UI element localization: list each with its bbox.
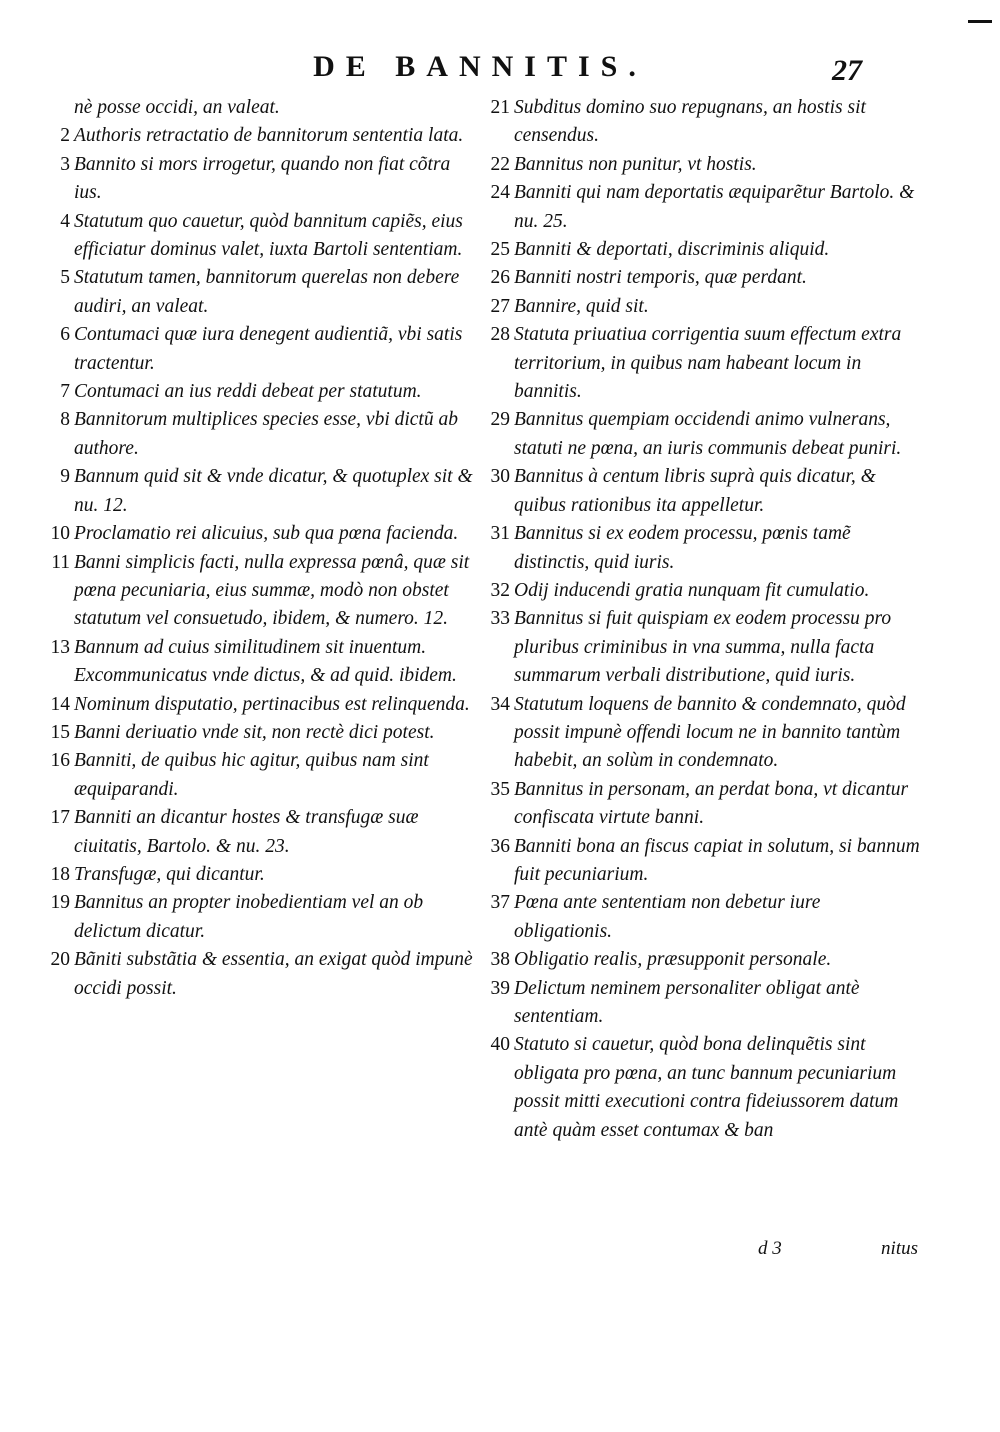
index-entry [40, 151, 480, 208]
entry-number: 33 [490, 608, 510, 630]
entry-text: Bannitorum multiplices species esse, vbi dictũ ab authore. [74, 409, 458, 459]
entry-text: Statuto si cauetur, quòd bona delinquẽtis sint obligata pro pœna, an tunc bannum pecuniarium possit mitti executioni contra fideiussorem datum antè quàm esset contumax & ban [514, 1034, 899, 1141]
entry-text: Statuta priuatiua corrigentia suum effectum extra territorium, in quibus nam habeant locum in bannitis. [514, 324, 902, 403]
entry-text: Statutum tamen, bannitorum querelas non debere audiri, an valeat. [74, 267, 460, 317]
entry-text: Statutum quo cauetur, quòd bannitum capiẽs, eius efficiatur dominus valet, iuxta Bartoli sententiam. [74, 210, 463, 261]
index-entry [40, 406, 480, 463]
index-entry [480, 605, 920, 690]
entry-number: 36 [490, 835, 510, 857]
index-entry [480, 889, 920, 946]
entry-text: Bannitus à centum libris suprà quis dicatur, & quibus rationibus ita appelletur. [514, 466, 876, 516]
index-entry [480, 151, 920, 179]
entry-text: Subditus domino suo repugnans, an hostis sit censendus. [514, 97, 866, 147]
catchword: nitus [881, 1238, 918, 1259]
entry-text: Transfugæ, qui dicantur. [74, 863, 265, 885]
entry-number: 16 [50, 750, 70, 772]
entry-text: Bannitus si fuit quispiam ex eodem processu pro pluribus criminibus in vna summa, nulla facta summarum verbali distributione, quid iuris. [514, 608, 892, 687]
entry-number: 31 [490, 523, 510, 545]
entry-text: Odij inducendi gratia nunquam fit cumulatio. [514, 579, 870, 601]
index-entry [480, 691, 920, 776]
index-entry [480, 833, 920, 890]
index-entry [480, 1031, 920, 1145]
index-entry [480, 179, 920, 236]
entry-text: Contumaci quæ iura denegent audientiã, vbi satis tractentur. [74, 324, 463, 374]
entry-text: Authoris retractatio de bannitorum sententia lata. [74, 125, 464, 147]
index-entry [480, 264, 920, 292]
entry-text: Bannitus non punitur, vt hostis. [514, 153, 757, 175]
entry-number: 35 [490, 778, 510, 800]
index-entry [40, 463, 480, 520]
entry-text: Statutum loquens de bannito & condemnato, quòd possit impunè offendi locum ne in bannito tantùm habebit, an solùm in condemnato. [514, 693, 906, 772]
entry-number: 3 [60, 153, 70, 175]
entry-number: 38 [490, 949, 510, 971]
entry-text: Proclamatio rei alicuius, sub qua pœna facienda. [74, 523, 459, 545]
entry-number: 20 [50, 949, 70, 971]
right-column [480, 94, 920, 1145]
entry-text: Bãniti substãtia & essentia, an exigat quòd impunè occidi possit. [74, 949, 473, 999]
index-entry [480, 577, 920, 605]
left-column [40, 94, 480, 1003]
entry-number: 18 [50, 863, 70, 885]
entry-number: 29 [490, 409, 510, 431]
index-entry [480, 406, 920, 463]
page-number: 27 [832, 54, 862, 87]
index-entry [480, 321, 920, 406]
entry-text: Banni deriuatio vnde sit, non rectè dici potest. [74, 721, 435, 743]
entry-number: 10 [50, 523, 70, 545]
entry-number: 17 [50, 807, 70, 829]
index-entry [40, 378, 480, 406]
entry-number: 25 [490, 239, 510, 261]
entry-number: 7 [60, 381, 70, 403]
index-entry [480, 236, 920, 264]
entry-text: Banniti & deportati, discriminis aliquid. [514, 239, 830, 261]
entry-text: Banniti an dicantur hostes & transfugæ suæ ciuitatis, Bartolo. & nu. 23. [74, 807, 419, 857]
entry-text: Banni simplicis facti, nulla expressa pœnâ, quæ sit pœna pecuniaria, eius summæ, modò non obstet statutum vel consuetudo, ibidem, & numero. 12. [74, 551, 470, 630]
index-entry [40, 321, 480, 378]
entry-number: 34 [490, 693, 510, 715]
index-entry [480, 946, 920, 974]
entry-text: Delictum neminem personaliter obligat antè sententiam. [514, 977, 860, 1027]
entry-text: Nominum disputatio, pertinacibus est relinquenda. [74, 693, 470, 715]
entry-number: 15 [50, 721, 70, 743]
entry-number: 11 [51, 551, 70, 573]
entry-text: nè posse occidi, an valeat. [74, 97, 280, 118]
edge-mark [968, 20, 992, 23]
entry-text: Bannum ad cuius similitudinem sit inuentum. Excommunicatus vnde dictus, & ad quid. ibidem. [74, 636, 457, 687]
running-title: DE BANNITIS. [313, 50, 647, 83]
index-entry [40, 549, 480, 634]
index-entry [40, 634, 480, 691]
entry-text: Bannitus in personam, an perdat bona, vt dicantur confiscata virtute banni. [514, 778, 909, 829]
entry-text: Banniti nostri temporis, quæ perdant. [514, 267, 807, 289]
entry-text: Banniti qui nam deportatis æquiparẽtur Bartolo. & nu. 25. [514, 182, 915, 232]
index-entry [40, 804, 480, 861]
index-entry [40, 889, 480, 946]
index-entry [480, 463, 920, 520]
entry-number: 21 [490, 97, 510, 118]
entry-number: 22 [490, 153, 510, 175]
entry-number: 14 [50, 693, 70, 715]
entry-number: 37 [490, 892, 510, 914]
index-entry [40, 691, 480, 719]
entry-number: 6 [60, 324, 70, 346]
index-entry [40, 946, 480, 1003]
entry-number: 2 [60, 125, 70, 147]
entry-text: Banniti bona an fiscus capiat in solutum, si bannum fuit pecuniarium. [514, 835, 920, 885]
entry-text: Bannire, quid sit. [514, 295, 649, 317]
index-entry [480, 520, 920, 577]
signature-mark: d 3 [758, 1238, 782, 1259]
entry-number: 4 [60, 210, 70, 232]
index-entry [40, 208, 480, 265]
index-entry [40, 861, 480, 889]
entry-text: Pœna ante sententiam non debetur iure obligationis. [514, 892, 821, 942]
entry-number: 9 [60, 466, 70, 488]
entry-number: 24 [490, 182, 510, 204]
entry-text: Contumaci an ius reddi debeat per statutum. [74, 381, 422, 403]
index-entry [40, 520, 480, 548]
entry-number: 27 [490, 295, 510, 317]
index-entry [480, 975, 920, 1032]
index-entry [40, 747, 480, 804]
index-entry [480, 94, 920, 151]
entry-number: 5 [60, 267, 70, 289]
index-entry [40, 122, 480, 150]
index-entry [480, 293, 920, 321]
entry-number: 32 [490, 579, 510, 601]
entry-number: 39 [490, 977, 510, 999]
entry-number: 30 [490, 466, 510, 488]
entry-text: Bannitus an propter inobedientiam vel an ob delictum dicatur. [74, 892, 424, 942]
entry-number: 40 [490, 1034, 510, 1056]
entry-text: Bannito si mors irrogetur, quando non fiat cõtra ius. [74, 153, 451, 204]
index-entry [480, 776, 920, 833]
entry-number: 13 [50, 636, 70, 658]
entry-number: 28 [490, 324, 510, 346]
entry-text: Bannitus si ex eodem processu, pœnis tamẽ distinctis, quid iuris. [514, 523, 851, 573]
entry-text: Obligatio realis, præsupponit personale. [514, 949, 832, 971]
entry-number: 26 [490, 267, 510, 289]
entry-text: Bannum quid sit & vnde dicatur, & quotuplex sit & nu. 12. [74, 466, 473, 516]
footer-catch [758, 1238, 918, 1260]
entry-text: Banniti, de quibus hic agitur, quibus nam sint æquiparandi. [74, 750, 429, 800]
index-entry [40, 719, 480, 747]
index-entry [40, 264, 480, 321]
index-entry [40, 94, 480, 122]
entry-text: Bannitus quempiam occidendi animo vulnerans, statuti ne pœna, an iuris communis debeat puniri. [514, 409, 902, 459]
entry-number: 8 [60, 409, 70, 431]
entry-number: 19 [50, 892, 70, 914]
